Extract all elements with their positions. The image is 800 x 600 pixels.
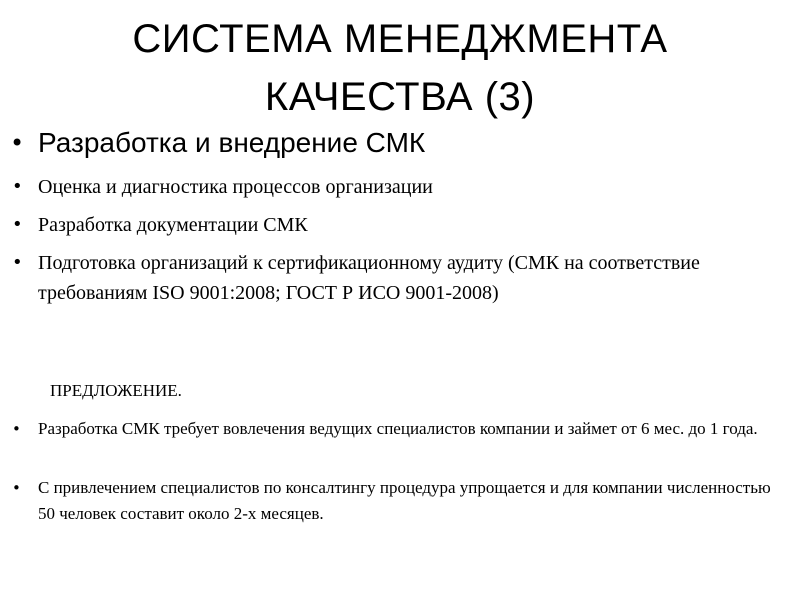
bullet-marker: • [12,479,21,497]
bullet-text: Разработка документации СМК [38,214,308,236]
bullet-marker: • [12,176,23,197]
bullet-text: Оценка и диагностика процессов организации [38,176,433,198]
proposal-heading: ПРЕДЛОЖЕНИЕ. [50,381,182,400]
bullet-item [10,127,786,159]
slide-title-line-1: СИСТЕМА МЕНЕДЖМЕНТА [132,17,668,61]
proposal-item [12,475,778,527]
bullet-marker: • [10,129,25,157]
bullet-text: Разработка и внедрение СМК [38,127,426,158]
bullet-marker: • [12,214,23,235]
slide-title [30,10,770,126]
bullet-item [12,174,786,200]
slide-title-line-2: КАЧЕСТВА (3) [264,75,536,119]
bullet-text: Подготовка организаций к сертификационному аудиту (СМК на соответствие требованиям ISO 9001:2008; ГОСТ Р ИСО 9001-2008) [38,252,700,304]
bullet-marker: • [12,420,21,438]
proposal-item [12,416,778,442]
proposal-text: Разработка СМК требует вовлечения ведущих специалистов компании и займет от 6 мес. до 1 года. [38,419,758,438]
bullet-item [12,248,778,308]
bullet-marker: • [12,252,23,273]
bullet-item [12,212,786,238]
proposal-text: С привлечением специалистов по консалтингу процедура упрощается и для компании численностью 50 человек составит около 2-х месяцев. [38,478,771,523]
